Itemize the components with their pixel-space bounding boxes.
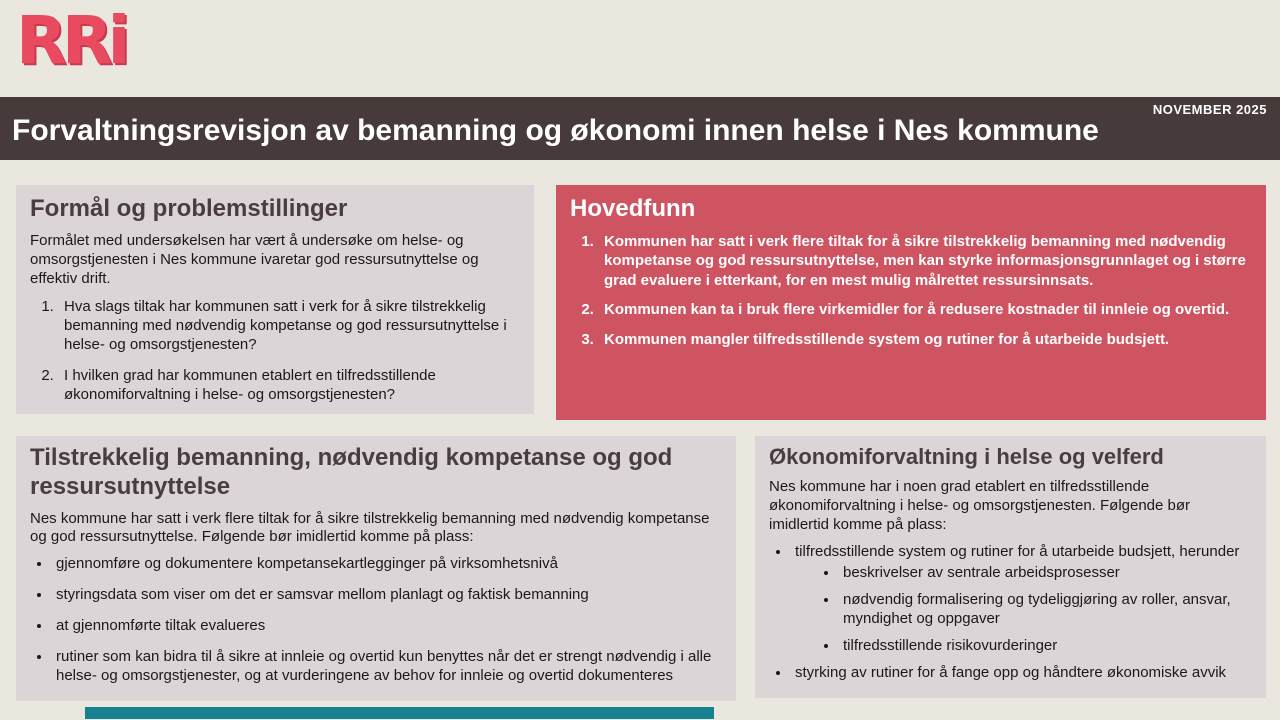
purpose-panel xyxy=(16,185,534,414)
economy-panel xyxy=(755,436,1266,698)
header-bar xyxy=(0,97,1280,160)
bullet-item: • styrking av rutiner for å fange opp og håndtere økonomiske avvik xyxy=(791,664,1252,683)
findings-panel-title: Hovedfunn xyxy=(570,195,696,222)
bullet-item: • rutiner som kan bidra til å sikre at innleie og overtid kun benyttes når det er strengt nødvendig i alle helse- og omsorgstjenester, og at vurderingene av behov for innleie og overtid dokumenteres xyxy=(52,648,722,686)
question-item: 1. Hva slags tiltak har kommunen satt i verk for å sikre tilstrekkelig bemanning med nødvendig kompetanse og god ressursutnyttelse i helse- og omsorgstjenesten? xyxy=(58,298,520,355)
rri-logo: RRi xyxy=(16,2,126,79)
bullet-item: • gjennomføre og dokumentere kompetansekartlegginger på virksomhetsnivå xyxy=(52,555,722,574)
staffing-panel xyxy=(16,436,736,701)
question-item: 2. I hvilken grad har kommunen etablert en tilfredsstillende økonomiforvaltning i helse- og omsorgstjenesten? xyxy=(58,367,520,405)
economy-sub-bullet-list xyxy=(839,564,1252,656)
footer-accent-bar xyxy=(85,707,714,719)
finding-item: 1. Kommunen har satt i verk flere tiltak for å sikre tilstrekkelig bemanning med nødvendig kompetanse og god ressursutnyttelse, men kan styrke informasjonsgrunnlaget og i større grad evaluere i etterkant, for en mest mulig målrettet ressursinnsats. xyxy=(598,232,1252,291)
sub-bullet-item: • nødvendig formalisering og tydeliggjøring av roller, ansvar, myndighet og oppgaver xyxy=(839,591,1252,629)
sub-bullet-item: • beskrivelser av sentrale arbeidsprosesser xyxy=(839,564,1252,583)
economy-intro: Nes kommune har i noen grad etablert en tilfredsstillende økonomiforvaltning i helse- og omsorgstjenesten. Følgende bør imidlertid komme på plass: xyxy=(769,478,1191,534)
findings-list xyxy=(598,232,1252,350)
page-title: Forvaltningsrevisjon av bemanning og økonomi innen helse i Nes kommune xyxy=(12,114,1099,147)
bullet-item xyxy=(791,543,1252,655)
report-date: NOVEMBER 2025 xyxy=(1152,102,1267,117)
finding-item: 2. Kommunen kan ta i bruk flere virkemidler for å redusere kostnader til innleie og overtid. xyxy=(598,300,1252,320)
purpose-panel-title: Formål og problemstillinger xyxy=(30,195,348,222)
staffing-intro: Nes kommune har satt i verk flere tiltak for å sikre tilstrekkelig bemanning med nødvendig kompetanse og god ressursutnyttelse. Følgende bør imidlertid komme på plass: xyxy=(30,509,710,546)
findings-panel xyxy=(556,185,1266,420)
bullet-text: tilfredsstillende system og rutiner for å utarbeide budsjett, herunder xyxy=(795,543,1240,561)
staffing-panel-title: Tilstrekkelig bemanning, nødvendig kompetanse og god ressursutnyttelse xyxy=(30,444,673,500)
purpose-intro: Formålet med undersøkelsen har vært å undersøke om helse- og omsorgstjenesten i Nes kommune ivaretar god ressursutnyttelse og effektiv drift. xyxy=(30,231,479,287)
sub-bullet-item: • tilfredsstillende risikovurderinger xyxy=(839,637,1252,656)
purpose-question-list xyxy=(58,298,520,404)
economy-panel-title: Økonomiforvaltning i helse og velferd xyxy=(769,444,1164,469)
staffing-bullet-list xyxy=(52,555,722,685)
economy-bullet-list xyxy=(791,543,1252,682)
bullet-item: • at gjennomførte tiltak evalueres xyxy=(52,617,722,636)
bullet-item: • styringsdata som viser om det er samsvar mellom planlagt og faktisk bemanning xyxy=(52,586,722,605)
finding-item: 3. Kommunen mangler tilfredsstillende system og rutiner for å utarbeide budsjett. xyxy=(598,330,1252,350)
